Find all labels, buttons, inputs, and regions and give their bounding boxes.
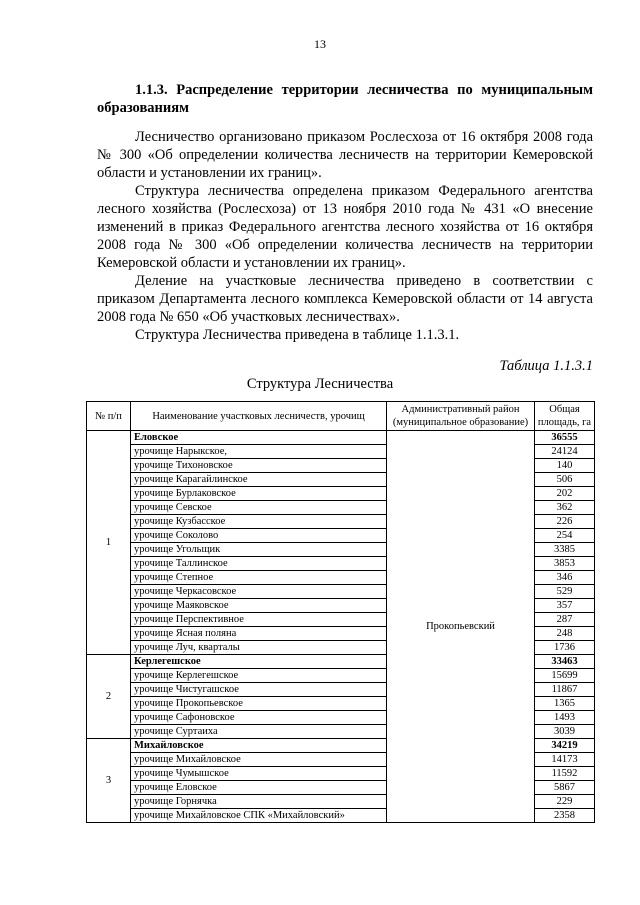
area-value: 15699 <box>535 669 595 683</box>
area-value: 14173 <box>535 753 595 767</box>
tract-name: урочище Ясная поляна <box>131 627 387 641</box>
paragraph: Деление на участковые лесничества приведено в соответствии с приказом Департамента лесного комплекса Кемеровской области от 14 августа 2008 года № 650 «Об участковых лесничествах». <box>97 273 593 325</box>
area-value: 226 <box>535 515 595 529</box>
area-value: 5867 <box>535 781 595 795</box>
area-value: 1736 <box>535 641 595 655</box>
area-value: 2358 <box>535 809 595 823</box>
area-value: 33463 <box>535 655 595 669</box>
table-row-subtotal <box>87 431 595 445</box>
page-number: 13 <box>314 37 326 51</box>
tract-name: урочище Луч, кварталы <box>131 641 387 655</box>
area-value: 362 <box>535 501 595 515</box>
area-value: 229 <box>535 795 595 809</box>
tract-name: урочище Михайловское <box>131 753 387 767</box>
tract-name: урочище Таллинское <box>131 557 387 571</box>
tract-name: урочище Чистугашское <box>131 683 387 697</box>
header-num: № п/п <box>87 402 131 431</box>
tract-name: урочище Черкасовское <box>131 585 387 599</box>
body-text <box>97 128 593 344</box>
area-value: 1365 <box>535 697 595 711</box>
area-value: 34219 <box>535 739 595 753</box>
header-area: Общая площадь, га <box>535 402 595 431</box>
tract-name: урочище Нарыкское, <box>131 445 387 459</box>
table-body <box>87 431 595 823</box>
row-number: 1 <box>87 431 131 655</box>
area-value: 248 <box>535 627 595 641</box>
tract-name: урочище Бурлаковское <box>131 487 387 501</box>
area-value: 1493 <box>535 711 595 725</box>
district-name: Прокопьевский <box>387 431 535 823</box>
area-value: 506 <box>535 473 595 487</box>
tract-name: урочище Маяковское <box>131 599 387 613</box>
area-value: 3039 <box>535 725 595 739</box>
tract-name: урочище Прокопьевское <box>131 697 387 711</box>
tract-name: урочище Степное <box>131 571 387 585</box>
tract-name: урочище Горнячка <box>131 795 387 809</box>
area-value: 287 <box>535 613 595 627</box>
tract-name: урочище Керлегешское <box>131 669 387 683</box>
forestry-name: Еловское <box>131 431 387 445</box>
area-value: 11867 <box>535 683 595 697</box>
paragraph: Лесничество организовано приказом Рослесхоза от 16 октября 2008 года № 300 «Об определении количества лесничеств на территории Кемеровской области и установлении их границ». <box>97 129 593 181</box>
header-name: Наименование участковых лесничеств, урочищ <box>131 402 387 431</box>
area-value: 11592 <box>535 767 595 781</box>
paragraph: Структура Лесничества приведена в таблице 1.1.3.1. <box>135 327 460 343</box>
area-value: 529 <box>535 585 595 599</box>
tract-name: урочище Соколово <box>131 529 387 543</box>
section-heading: 1.1.3. Распределение территории лесничества по муниципальным образованиям <box>97 82 593 116</box>
table-title: Структура Лесничества <box>246 376 394 392</box>
header-district: Административный район (муниципальное образование) <box>387 402 535 431</box>
tract-name: урочище Еловское <box>131 781 387 795</box>
area-value: 254 <box>535 529 595 543</box>
tract-name: урочище Угольщик <box>131 543 387 557</box>
area-value: 357 <box>535 599 595 613</box>
tract-name: урочище Перспективное <box>131 613 387 627</box>
area-value: 202 <box>535 487 595 501</box>
forestry-name: Михайловское <box>131 739 387 753</box>
area-value: 36555 <box>535 431 595 445</box>
tract-name: урочище Сафоновское <box>131 711 387 725</box>
tract-name: урочище Чумышское <box>131 767 387 781</box>
table-label: Таблица 1.1.3.1 <box>499 358 593 374</box>
tract-name: урочище Карагайлинское <box>131 473 387 487</box>
row-number: 2 <box>87 655 131 739</box>
row-number: 3 <box>87 739 131 823</box>
area-value: 346 <box>535 571 595 585</box>
area-value: 140 <box>535 459 595 473</box>
tract-name: урочище Михайловское СПК «Михайловский» <box>131 809 387 823</box>
forestry-name: Керлегешское <box>131 655 387 669</box>
area-value: 24124 <box>535 445 595 459</box>
forestry-structure-table <box>86 401 595 823</box>
area-value: 3385 <box>535 543 595 557</box>
area-value: 3853 <box>535 557 595 571</box>
table-header-row <box>87 402 595 431</box>
tract-name: урочище Тихоновское <box>131 459 387 473</box>
tract-name: урочище Севское <box>131 501 387 515</box>
tract-name: урочище Кузбасское <box>131 515 387 529</box>
tract-name: урочище Суртаиха <box>131 725 387 739</box>
paragraph: Структура лесничества определена приказом Федерального агентства лесного хозяйства (Рослесхоза) от 13 ноября 2010 года № 431 «О внесение изменений в приказ Федерального агентства лесного хозяйства от 16 октября 2008 года № 300 «Об определении количества лесничеств на территории Кемеровской области и установлении их границ». <box>97 183 593 271</box>
